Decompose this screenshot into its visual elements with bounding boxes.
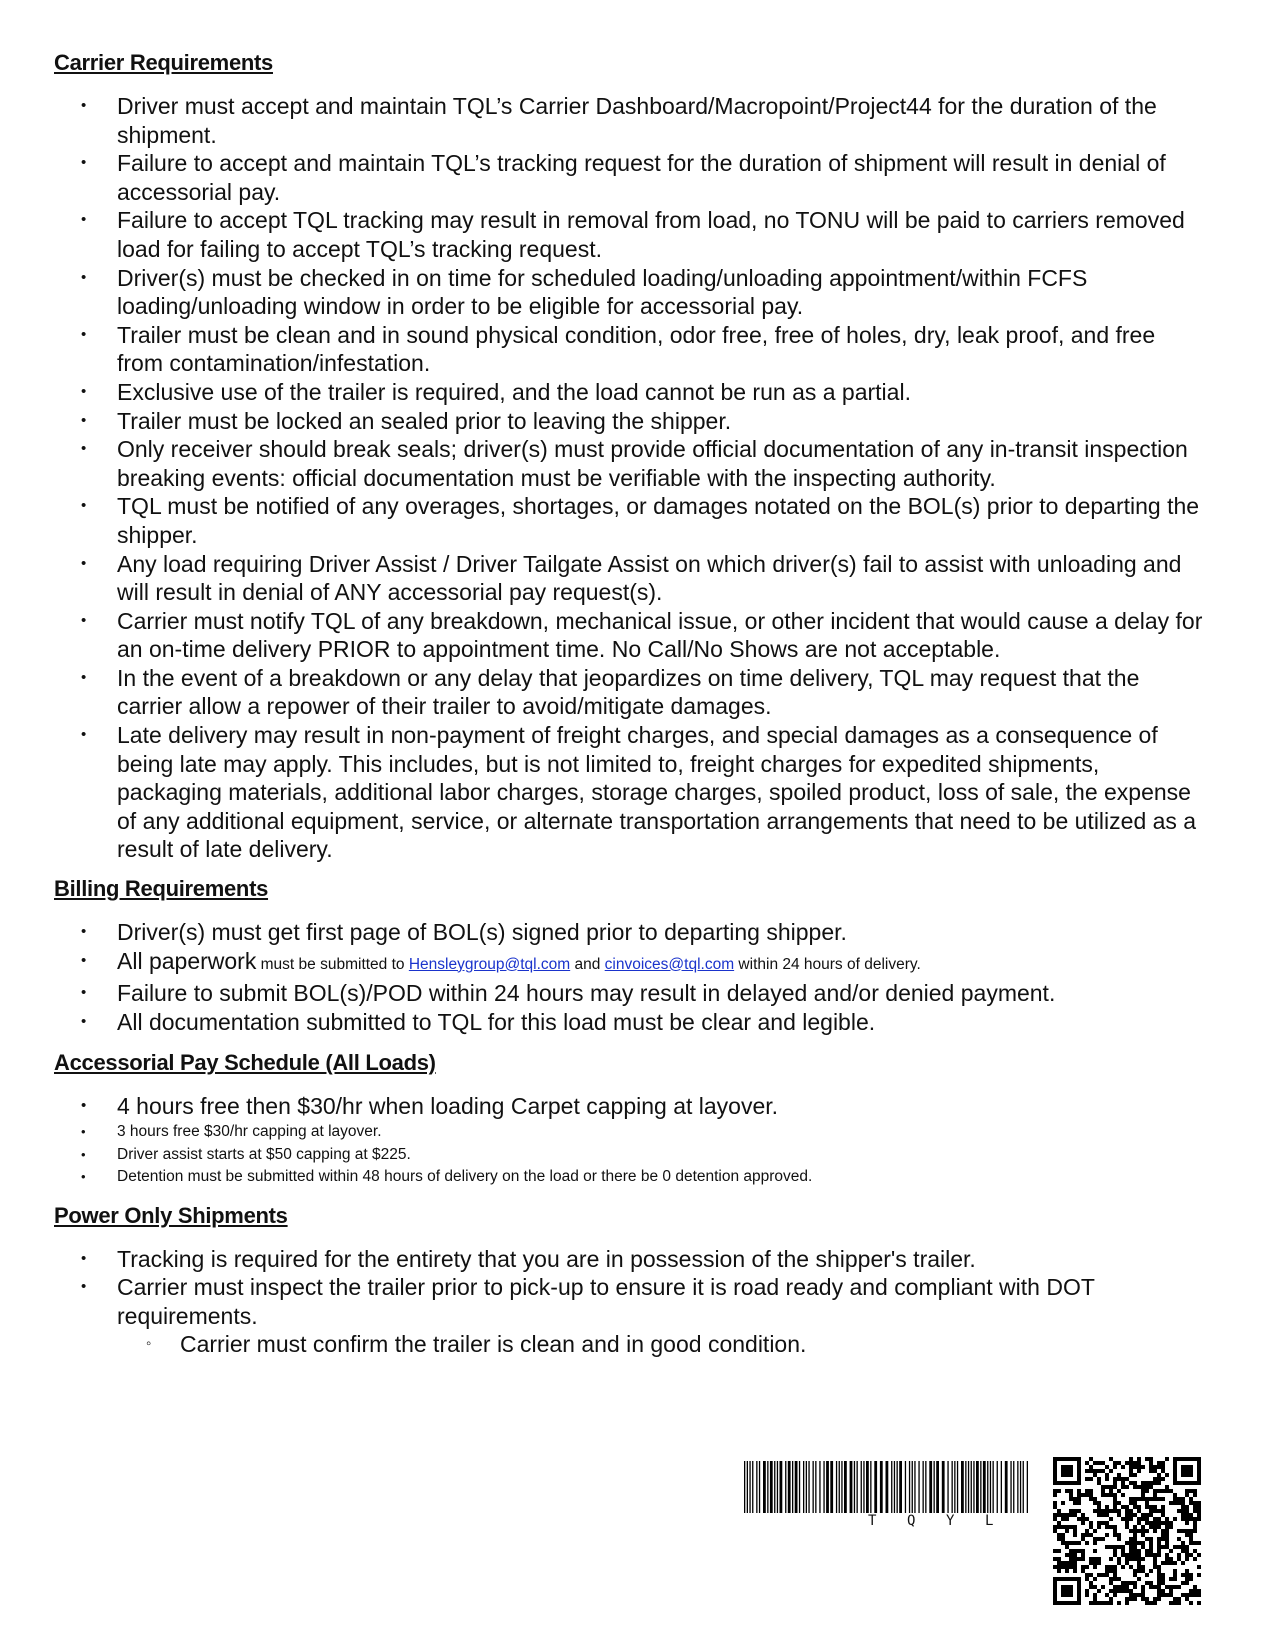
barcode-char: L — [985, 1513, 994, 1529]
billing-requirements-list — [54, 918, 1204, 1036]
barcode-caption — [744, 1513, 1030, 1533]
list-item: • Exclusive use of the trailer is required, and the load cannot be run as a partial. — [54, 378, 1204, 407]
list-item: • Trailer must be locked an sealed prior to leaving the shipper. — [54, 407, 1204, 436]
list-item: • Driver(s) must get first page of BOL(s) signed prior to departing shipper. — [54, 918, 1204, 947]
accessorial-pay-heading: Accessorial Pay Schedule (All Loads) — [54, 1050, 436, 1076]
document-page — [54, 50, 1204, 1359]
list-item: • Trailer must be clean and in sound physical condition, odor free, free of holes, dry, leak proof, and free from contamination/infestation. — [54, 321, 1204, 378]
list-item-paperwork — [54, 947, 1204, 980]
list-item — [54, 1273, 1204, 1359]
barcode-char: Q — [907, 1513, 916, 1529]
list-item-text: Carrier must inspect the trailer prior to pick-up to ensure it is road ready and compliant with DOT requirements. — [117, 1274, 1095, 1329]
hensleygroup-email-link[interactable]: Hensleygroup@tql.com — [408, 955, 571, 973]
billing-requirements-heading: Billing Requirements — [54, 876, 269, 902]
cinvoices-email-link[interactable]: cinvoices@tql.com — [604, 955, 735, 973]
list-item: • Detention must be submitted within 48 hours of delivery on the load or there be 0 detention approved. — [54, 1166, 1204, 1189]
list-item: • Only receiver should break seals; driver(s) must provide official documentation of any in-transit inspection breaking events: official documentation must be verifiable with the inspecting authority. — [54, 435, 1204, 492]
paperwork-text-2: and — [570, 955, 605, 973]
list-item: • Failure to accept TQL tracking may result in removal from load, no TONU will be paid to carriers removed load for failing to accept TQL’s tracking request. — [54, 206, 1204, 263]
list-item: • Driver assist starts at $50 capping at $225. — [54, 1144, 1204, 1167]
list-item: • 4 hours free then $30/hr when loading Carpet capping at layover. — [54, 1092, 1204, 1121]
list-item: • Failure to accept and maintain TQL’s tracking request for the duration of shipment will result in denial of accessorial pay. — [54, 149, 1204, 206]
list-item: • Failure to submit BOL(s)/POD within 24 hours may result in delayed and/or denied payment. — [54, 979, 1204, 1008]
carrier-requirements-list — [54, 92, 1204, 864]
list-item: • Tracking is required for the entirety that you are in possession of the shipper's trailer. — [54, 1245, 1204, 1274]
barcode-char: Y — [946, 1513, 955, 1529]
list-item: • Driver(s) must be checked in on time for scheduled loading/unloading appointment/within FCFS loading/unloading window in order to be eligible for accessorial pay. — [54, 264, 1204, 321]
accessorial-pay-list — [54, 1092, 1204, 1188]
list-item: • 3 hours free $30/hr capping at layover. — [54, 1121, 1204, 1144]
paperwork-lead: All paperwork — [117, 947, 257, 974]
carrier-requirements-heading: Carrier Requirements — [54, 50, 273, 75]
paperwork-text-1: must be submitted to — [256, 955, 409, 973]
barcode-char: T — [868, 1513, 877, 1529]
list-item: • Carrier must notify TQL of any breakdown, mechanical issue, or other incident that would cause a delay for an on-time delivery PRIOR to appointment time. No Call/No Shows are not acceptable. — [54, 607, 1204, 664]
paperwork-text-3: within 24 hours of delivery. — [734, 955, 921, 973]
list-item: • In the event of a breakdown or any delay that jeopardizes on time delivery, TQL may request that the carrier allow a repower of their trailer to avoid/mitigate damages. — [54, 664, 1204, 721]
list-item: • Driver must accept and maintain TQL’s Carrier Dashboard/Macropoint/Project44 for the duration of the shipment. — [54, 92, 1204, 149]
power-only-heading: Power Only Shipments — [54, 1202, 288, 1228]
qr-code-image — [1053, 1457, 1201, 1605]
list-item: • Any load requiring Driver Assist / Driver Tailgate Assist on which driver(s) fail to assist with unloading and will result in denial of ANY accessorial pay request(s). — [54, 550, 1204, 607]
sub-list-item: ◦ Carrier must confirm the trailer is clean and in good condition. — [117, 1330, 1204, 1359]
list-item: • All documentation submitted to TQL for this load must be clear and legible. — [54, 1008, 1204, 1037]
power-only-list — [54, 1245, 1204, 1359]
list-item: • Late delivery may result in non-payment of freight charges, and special damages as a consequence of being late may apply. This includes, but is not limited to, freight charges for expedited shipments, packaging materials, additional labor charges, storage charges, spoiled product, loss of sale, the expense of any additional equipment, service, or alternate transportation arrangements that need to be utilized as a result of late delivery. — [54, 721, 1204, 864]
list-item: • TQL must be notified of any overages, shortages, or damages notated on the BOL(s) prior to departing the shipper. — [54, 492, 1204, 549]
barcode-image — [744, 1461, 1030, 1513]
sub-list — [117, 1330, 1204, 1359]
